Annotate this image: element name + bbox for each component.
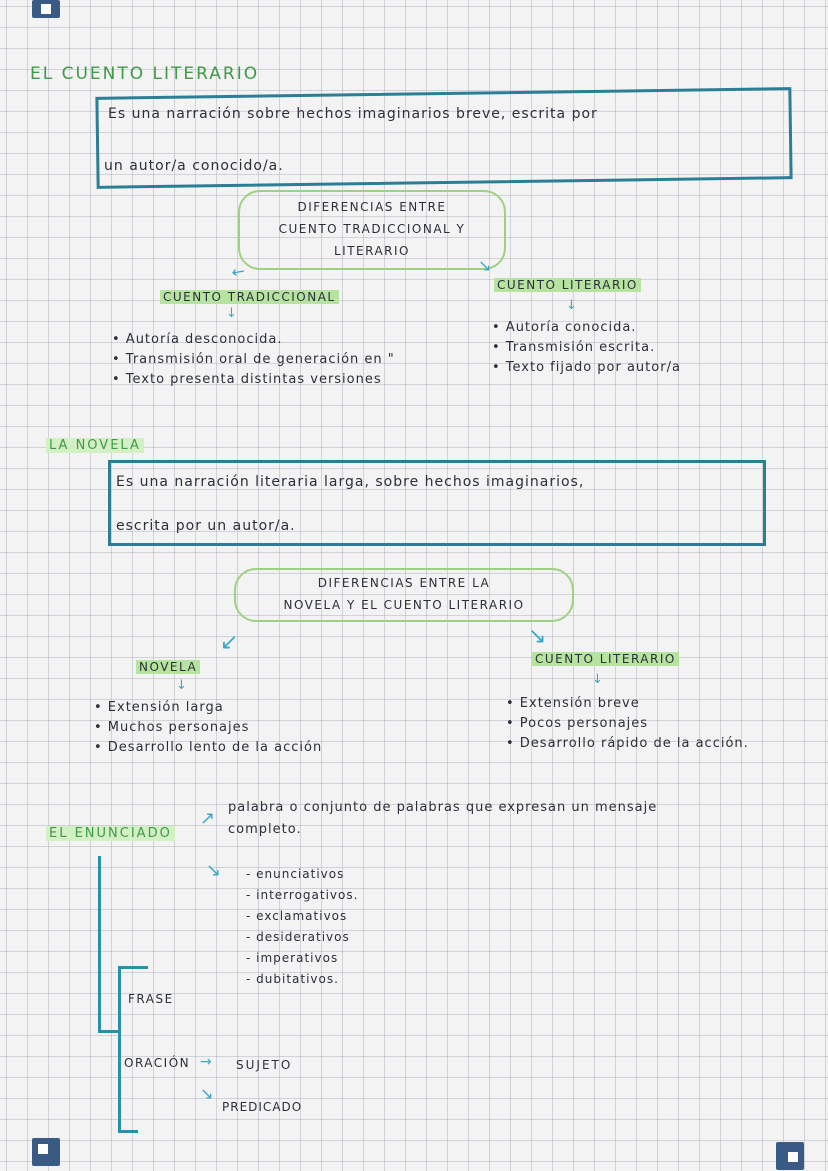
- arrow-left-icon: ↙: [227, 259, 250, 284]
- heading-text: CUENTO LITERARIO: [494, 278, 641, 292]
- list-item: - desiderativos: [246, 930, 350, 944]
- heading-text: NOVELA: [136, 660, 200, 674]
- list-cuento-tradicional: [112, 330, 395, 390]
- list-cuento-literario-2: [506, 694, 749, 754]
- list-item: • Texto fijado por autor/a: [492, 360, 681, 375]
- corner-marker-bottom-left: [32, 1138, 60, 1166]
- list-novela: [94, 698, 322, 758]
- heading-cuento-literario-2: [532, 652, 679, 666]
- title-text: EL ENUNCIADO: [46, 826, 175, 841]
- heading-cuento-literario: [494, 278, 641, 292]
- list-item: • Transmisión escrita.: [492, 340, 656, 355]
- definition-novela-line2: escrita por un autor/a.: [116, 518, 296, 534]
- enunciado-definition-line2: completo.: [228, 822, 302, 837]
- heading-text: CUENTO TRADICCIONAL: [160, 290, 339, 304]
- frase-label: FRASE: [128, 992, 174, 1006]
- list-item: • Transmisión oral de generación en ": [112, 352, 395, 367]
- list-item: • Autoría desconocida.: [112, 332, 283, 347]
- bubble-line: CUENTO TRADICCIONAL Y: [278, 222, 466, 236]
- arrow-up-right-icon: ↗: [200, 808, 216, 829]
- enunciado-definition-line1: palabra o conjunto de palabras que expresan un mensaje: [228, 800, 658, 815]
- arrow-right-icon: ↘: [528, 624, 547, 649]
- arrow-down-icon: ↓: [226, 306, 237, 321]
- list-item: - enunciativos: [246, 867, 345, 881]
- sujeto-label: SUJETO: [236, 1058, 293, 1072]
- arrow-down-right-icon: ↘: [200, 1084, 214, 1103]
- arrow-down-icon: ↓: [176, 678, 187, 693]
- tree-line-top-branch: [118, 966, 148, 969]
- tree-line-horizontal: [98, 1030, 120, 1033]
- bubble-line: DIFERENCIAS ENTRE LA: [317, 576, 491, 590]
- list-item: - interrogativos.: [246, 888, 359, 902]
- list-item: • Texto presenta distintas versiones: [112, 372, 382, 387]
- bubble-line: LITERARIO: [333, 244, 411, 258]
- oracion-label: ORACIÓN: [124, 1056, 191, 1070]
- list-item: • Extensión breve: [506, 696, 640, 711]
- corner-marker-top-left: [32, 0, 60, 18]
- arrow-right-icon: ↘: [478, 256, 492, 275]
- heading-novela: [136, 660, 200, 674]
- arrow-right-icon: →: [200, 1054, 212, 1070]
- list-item: • Muchos personajes: [94, 720, 250, 735]
- heading-text: CUENTO LITERARIO: [532, 652, 679, 666]
- differences-bubble-cuento: [238, 190, 506, 270]
- list-item: - dubitativos.: [246, 972, 339, 986]
- list-item: • Extensión larga: [94, 700, 224, 715]
- section-title-novela: [46, 438, 144, 453]
- bubble-line: DIFERENCIAS ENTRE: [297, 200, 447, 214]
- definition-cuento-line1: Es una narración sobre hechos imaginarios breve, escrita por: [108, 106, 598, 122]
- differences-bubble-novela: [234, 568, 574, 622]
- list-cuento-literario: [492, 318, 681, 378]
- definition-novela-line1: Es una narración literaria larga, sobre hechos imaginarios,: [116, 474, 585, 490]
- arrow-left-icon: ↙: [220, 630, 239, 655]
- corner-marker-bottom-right: [776, 1142, 804, 1170]
- list-enunciado-types: [246, 864, 358, 990]
- list-item: • Desarrollo lento de la acción: [94, 740, 323, 755]
- predicado-label: PREDICADO: [222, 1100, 303, 1114]
- definition-cuento-line2: un autor/a conocido/a.: [104, 158, 284, 174]
- heading-cuento-tradicional: [160, 290, 339, 304]
- section-title-cuento-literario: EL CUENTO LITERARIO: [30, 64, 260, 84]
- list-item: • Autoría conocida.: [492, 320, 637, 335]
- list-item: - exclamativos: [246, 909, 348, 923]
- tree-line-vertical: [98, 856, 101, 1032]
- tree-line-bottom-branch: [118, 1130, 138, 1133]
- list-item: • Pocos personajes: [506, 716, 649, 731]
- bubble-line: NOVELA Y EL CUENTO LITERARIO: [283, 598, 525, 612]
- tree-line-vertical-2: [118, 966, 121, 1132]
- arrow-down-icon: ↓: [592, 672, 603, 687]
- arrow-down-right-icon: ↘: [206, 860, 222, 881]
- list-item: • Desarrollo rápido de la acción.: [506, 736, 749, 751]
- list-item: - imperativos: [246, 951, 339, 965]
- arrow-down-icon: ↓: [566, 298, 577, 313]
- title-text: LA NOVELA: [46, 438, 144, 453]
- section-title-enunciado: [46, 826, 175, 841]
